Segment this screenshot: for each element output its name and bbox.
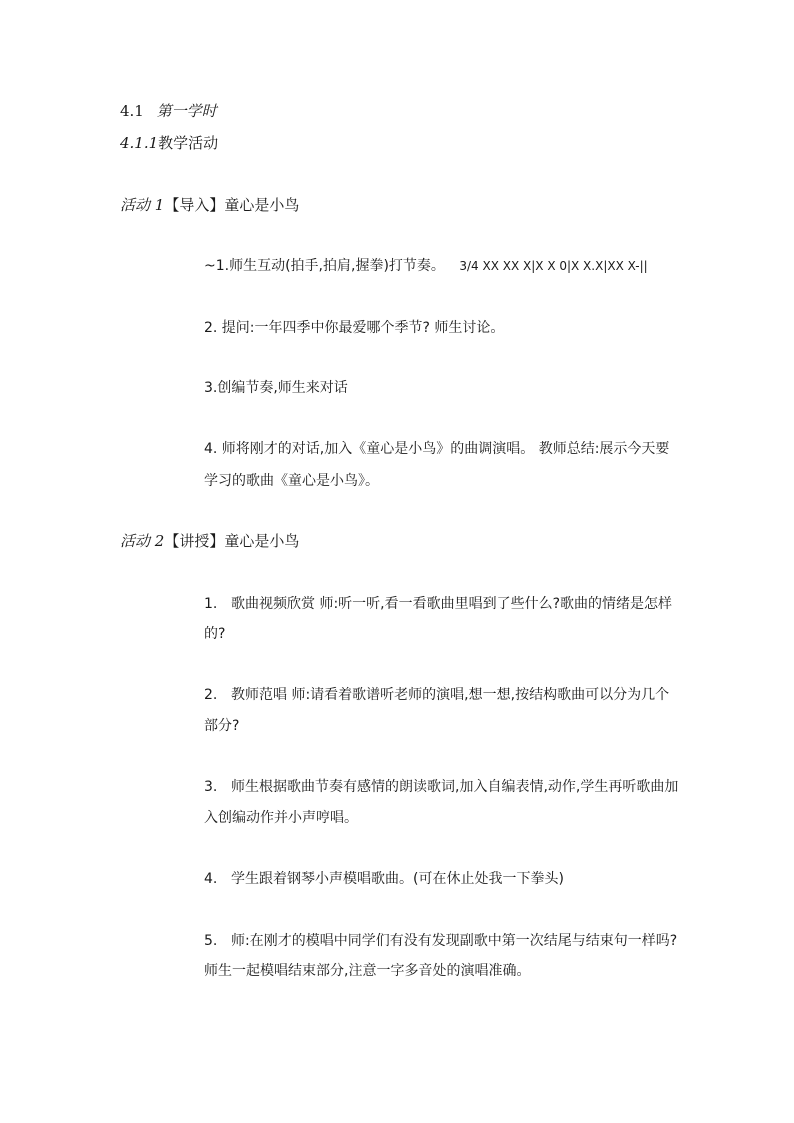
section-title: 第一学时 [156, 102, 217, 120]
item-number: 4. [204, 871, 218, 887]
activity-label: 活动 2 [120, 532, 165, 550]
activity-2-item-4 [204, 869, 564, 889]
subsection-heading-4-1-1 [120, 133, 218, 153]
activity-2-item-2-line-2: 部分? [204, 718, 240, 734]
item-text: 教师范唱 师:请看着歌谱听老师的演唱,想一想,按结构歌曲可以分为几个 [231, 687, 670, 703]
activity-label: 活动 1 [120, 196, 165, 214]
activity-title: 童心是小鸟 [224, 196, 300, 214]
activity-bracket: 【讲授】 [164, 532, 225, 550]
item-text: ~1.师生互动(拍手,拍肩,握拳)打节奏。 [204, 258, 445, 274]
rhythm-notation: 3/4 XX XX X|X X 0|X X.X|XX X-|| [459, 259, 648, 273]
activity-1-item-4-line-2: 学习的歌曲《童心是小鸟》。 [204, 473, 379, 489]
activity-1-item-4-line-1: 4. 师将刚才的对话,加入《童心是小鸟》的曲调演唱。 教师总结:展示今天要 [204, 441, 670, 457]
item-text: 师:在刚才的模唱中同学们有没有发现副歌中第一次结尾与结束句一样吗? [231, 933, 678, 949]
activity-2-heading [120, 531, 299, 551]
activity-2-item-2-line-1 [204, 685, 669, 705]
section-number: 4.1 [120, 102, 144, 120]
item-text: 歌曲视频欣赏 师:听一听,看一看歌曲里唱到了些什么?歌曲的情绪是怎样 [231, 596, 673, 612]
activity-1-item-1 [204, 256, 648, 276]
item-text: 师生根据歌曲节奏有感情的朗读歌词,加入自编表情,动作,学生再听歌曲加 [231, 779, 679, 795]
activity-2-item-5-line-1 [204, 931, 677, 951]
activity-1-item-3: 3.创编节奏,师生来对话 [204, 380, 348, 396]
activity-2-item-3-line-1 [204, 777, 678, 797]
activity-1-item-2: 2. 提问:一年四季中你最爱哪个季节? 师生讨论。 [204, 320, 505, 336]
activity-2-item-1-line-1 [204, 594, 672, 614]
item-number: 1. [204, 596, 218, 612]
subsection-number: 4.1.1 [120, 134, 159, 152]
activity-2-item-5-line-2: 师生一起模唱结束部分,注意一字多音处的演唱准确。 [204, 963, 531, 979]
activity-2-item-3-line-2: 入创编动作并小声哼唱。 [204, 810, 358, 826]
item-number: 2. [204, 687, 218, 703]
activity-1-heading [120, 195, 299, 215]
subsection-title: 教学活动 [158, 134, 219, 152]
section-heading-4-1 [120, 101, 217, 121]
activity-title: 童心是小鸟 [224, 532, 300, 550]
activity-bracket: 【导入】 [164, 196, 225, 214]
item-text: 学生跟着钢琴小声模唱歌曲。(可在休止处我一下拳头) [231, 871, 564, 887]
activity-2-item-1-line-2: 的? [204, 626, 226, 642]
item-number: 3. [204, 779, 218, 795]
item-number: 5. [204, 933, 218, 949]
